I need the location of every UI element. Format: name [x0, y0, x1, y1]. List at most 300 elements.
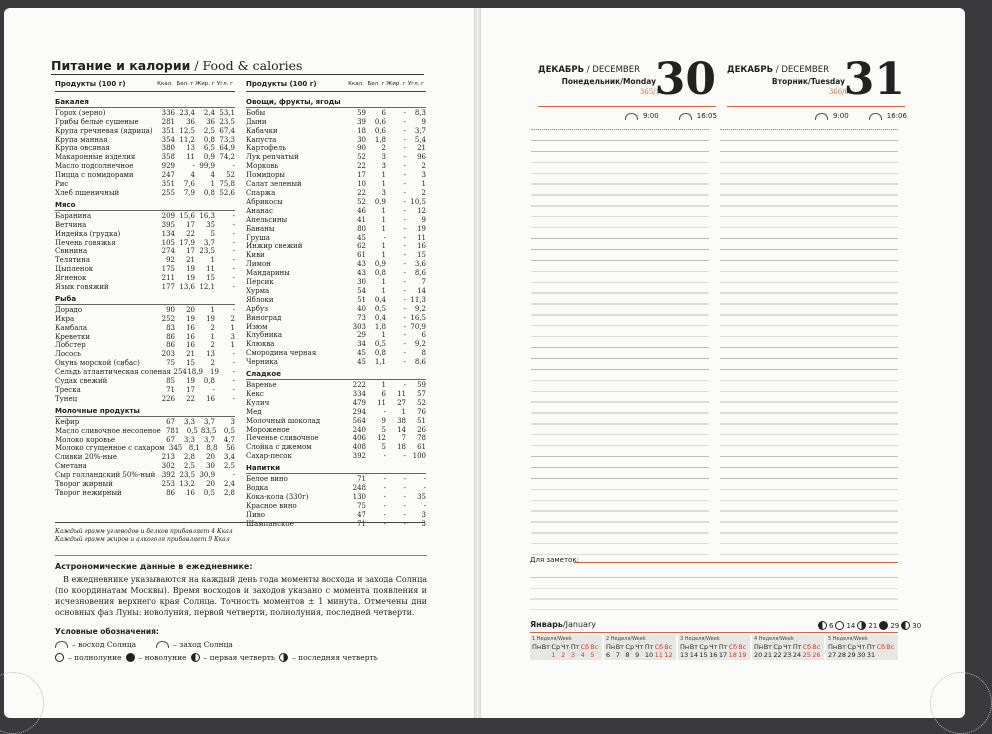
food-value: 354 [161, 135, 175, 144]
sun-times-31 [815, 112, 907, 120]
food-value: 7 [401, 434, 406, 443]
calendar-day[interactable]: 5 [590, 651, 595, 659]
food-value: - [403, 286, 406, 295]
food-value: - [403, 381, 406, 389]
table-row [55, 212, 235, 221]
food-value: 12,1 [199, 283, 215, 292]
food-value: - [232, 265, 235, 274]
food-value: 1 [381, 381, 386, 389]
calendar-day[interactable]: 12 [664, 651, 673, 659]
calendar-day[interactable]: 10 [644, 651, 654, 659]
food-value: 22 [357, 188, 366, 197]
food-value: 336 [161, 108, 175, 117]
food-value: 29 [357, 331, 366, 340]
food-value: 45 [357, 233, 366, 242]
phase-day: 21 [868, 621, 878, 630]
food-name: Кулич [246, 398, 270, 407]
food-value: 62 [357, 242, 366, 251]
food-value: - [403, 492, 406, 501]
table-header [55, 80, 235, 92]
calendar-day[interactable]: 20 [754, 651, 763, 659]
sunset-icon [156, 641, 169, 648]
food-name: Инжир свежий [246, 242, 303, 251]
food-value: 2,5 [183, 462, 195, 471]
food-name: Язык говяжий [55, 283, 109, 292]
food-value: 19 [186, 377, 195, 386]
calendar-day[interactable]: 7 [615, 651, 620, 659]
calendar-day[interactable] [877, 651, 887, 659]
food-value: 0,9 [374, 260, 386, 269]
food-value: 15 [186, 359, 195, 368]
food-value: 35 [417, 492, 426, 501]
table-row [246, 331, 426, 340]
food-value: - [403, 452, 406, 461]
food-value: - [403, 304, 406, 313]
food-value: 3 [381, 153, 386, 162]
table-row [246, 198, 426, 207]
food-value: 39 [357, 117, 366, 126]
food-value: - [403, 519, 406, 528]
calendar-day[interactable]: 11 [654, 651, 663, 659]
food-value: 73 [357, 313, 366, 322]
header-carb: Угл. г [407, 81, 425, 87]
food-name: Крупа гречневая (ядрица) [55, 126, 153, 135]
food-value: 70,9 [410, 322, 426, 331]
food-name: Баранина [55, 211, 92, 220]
food-value: - [383, 519, 386, 528]
food-value: 2 [381, 144, 386, 153]
food-name: Салат зеленый [246, 180, 302, 189]
food-value: 19 [206, 314, 215, 323]
food-name: Картофель [246, 144, 287, 153]
table-row [246, 127, 426, 136]
legend-sun [55, 639, 427, 650]
calendar-day[interactable]: 17 [718, 651, 728, 659]
food-value: 1 [401, 407, 406, 416]
table-row [55, 377, 235, 386]
food-value: 26 [417, 425, 426, 434]
book-gutter [474, 8, 481, 718]
food-value: 1 [381, 180, 386, 189]
calendar-day[interactable]: 15 [699, 651, 708, 659]
section-title: Мясо [55, 201, 235, 211]
food-value: 253 [161, 480, 175, 489]
food-name: Лобстер [55, 341, 86, 350]
food-value: 52 [226, 171, 235, 180]
food-value: 71 [166, 386, 175, 394]
food-value: - [403, 322, 406, 331]
food-value: 61 [417, 443, 426, 452]
food-value: 38 [397, 416, 406, 425]
food-value: 21 [186, 256, 195, 265]
food-value: 22 [357, 162, 366, 171]
food-name: Печенье сливочное [246, 434, 319, 443]
food-value: 47 [357, 510, 366, 519]
table-row [55, 256, 235, 265]
calendar-day[interactable]: 2 [561, 651, 566, 659]
sunset-time: 16:06 [886, 112, 907, 120]
food-value: 0,5 [374, 304, 386, 313]
section-title: Молочные продукты [55, 407, 235, 417]
food-value: 5 [381, 425, 386, 434]
food-value: 6 [421, 331, 426, 340]
food-name: Окунь морской (сибас) [55, 359, 140, 368]
calendar-day[interactable]: 29 [847, 651, 856, 659]
week-grid [680, 643, 748, 659]
food-name: Индейка (грудка) [55, 229, 121, 238]
title-rule [51, 74, 424, 75]
food-value: - [232, 394, 235, 403]
food-value: 0,9 [203, 153, 215, 162]
food-value: 281 [161, 117, 175, 126]
food-value: 23,5 [199, 247, 215, 256]
food-value: 20 [186, 305, 195, 314]
food-name: Сыр голландский 50%-ный [55, 471, 156, 480]
table-row [55, 239, 235, 248]
food-value: 0,6 [374, 117, 386, 126]
calendar-day[interactable] [532, 651, 542, 659]
day-header-31 [727, 55, 905, 107]
table-row [55, 386, 235, 395]
table-row [55, 230, 235, 239]
food-name: Макаронные изделия [55, 153, 136, 162]
food-value: 0,5 [374, 340, 386, 349]
calendar-day[interactable]: 1 [551, 651, 556, 659]
week-label: 2 Неделя/Week [606, 636, 646, 642]
calendar-day[interactable]: 23 [783, 651, 792, 659]
calendar-day[interactable]: 3 [570, 651, 575, 659]
table-row [246, 225, 426, 234]
food-name: Дорадо [55, 305, 83, 314]
food-name: Абрикосы [246, 197, 283, 206]
food-value: 17 [186, 220, 195, 229]
food-name: Икра [55, 314, 75, 323]
sunset-icon [679, 113, 692, 120]
food-value: 9 [421, 117, 426, 126]
day-30-writing-lines[interactable] [531, 129, 709, 555]
weekday-abbr: Чт [783, 643, 792, 651]
food-value: 1 [381, 242, 386, 251]
calendar-rule [530, 632, 898, 633]
table-row [246, 314, 426, 323]
food-value: 3 [381, 188, 386, 197]
table-row [246, 118, 426, 127]
food-value: 73,3 [219, 135, 235, 144]
calendar-day[interactable]: 22 [773, 651, 782, 659]
calendar-day[interactable] [542, 651, 552, 659]
weekday-abbr: Сб [728, 643, 738, 651]
food-value: 3,7 [203, 238, 215, 247]
food-value: 175 [161, 265, 175, 274]
calendar-day[interactable]: 26 [812, 651, 821, 659]
food-name: Кока-кола (330г) [246, 492, 309, 501]
food-value: 929 [161, 162, 175, 171]
phase-day: 14 [846, 621, 856, 630]
food-value: - [383, 407, 386, 416]
calendar-day[interactable]: 19 [738, 651, 747, 659]
food-value: 12 [417, 206, 426, 215]
food-value: 36 [186, 117, 195, 126]
food-value: 5 [381, 443, 386, 452]
food-name: Мандарины [246, 269, 290, 278]
legend-moon [55, 652, 427, 663]
notes-label: Для заметок: [530, 556, 579, 564]
food-value: - [403, 349, 406, 358]
food-value: 345 [168, 444, 183, 453]
food-value: 15 [417, 251, 426, 260]
calendar-day[interactable]: 31 [866, 651, 876, 659]
food-value: 30 [357, 278, 366, 287]
food-value: 3,7 [203, 435, 215, 444]
food-value: 8,8 [206, 444, 218, 453]
food-name: Творог нежирный [55, 488, 122, 497]
calendar-day[interactable]: 25 [802, 651, 811, 659]
table-row [246, 216, 426, 225]
food-name: Капуста [246, 135, 277, 144]
food-name: Масло сливочное несоленое [55, 426, 161, 435]
food-value: 3 [421, 519, 426, 528]
header-name: Продукты (100 г) [55, 80, 126, 88]
food-value: 23,5 [179, 471, 196, 480]
weekday-abbr: Чт [561, 643, 570, 651]
weekday-abbr: Чт [709, 643, 718, 651]
weekday-abbr: Пн [754, 643, 764, 651]
calendar-day[interactable]: 6 [606, 651, 611, 659]
food-value: - [232, 238, 235, 247]
week-grid [754, 643, 822, 659]
food-name: Масло подсолнечное [55, 162, 134, 171]
food-value: 3 [230, 332, 235, 341]
food-value: 52,6 [219, 188, 235, 197]
calendar-day[interactable]: 30 [857, 651, 866, 659]
table-row [55, 427, 235, 436]
table-row [246, 180, 426, 189]
weekday-abbr: Ср [551, 643, 561, 651]
week-grid [532, 643, 600, 659]
calendar-day[interactable]: 21 [763, 651, 772, 659]
section-title: Овощи, фрукты, ягоды [246, 98, 426, 108]
food-value: 92 [166, 256, 175, 265]
table-row [246, 144, 426, 153]
table-row [246, 381, 426, 390]
legend-new-label: – новолуние [138, 653, 187, 662]
food-value: 248 [352, 483, 366, 492]
calendar-day[interactable]: 14 [689, 651, 698, 659]
food-value: 0,4 [374, 313, 386, 322]
table-row [55, 489, 235, 498]
legend-first-label: – первая четверть [203, 653, 275, 662]
food-value: 16 [417, 242, 426, 251]
food-value: 203 [161, 350, 175, 359]
food-value: - [232, 305, 235, 314]
table-row [55, 306, 235, 315]
food-value: - [403, 180, 406, 189]
food-value: - [423, 483, 426, 492]
table-row [246, 443, 426, 452]
food-value: 8,3 [414, 108, 426, 117]
food-name: Бобы [246, 108, 266, 117]
food-value: 67 [166, 435, 175, 444]
food-name: Крупа манная [55, 135, 108, 144]
food-value: 209 [161, 211, 175, 220]
notes-writing-lines[interactable] [530, 567, 898, 611]
calendar-day[interactable]: 27 [828, 651, 837, 659]
food-name: Тунец [55, 394, 78, 403]
food-value: - [403, 126, 406, 135]
food-value: 3,3 [183, 435, 195, 444]
food-value: 2,8 [223, 488, 235, 497]
table-row [246, 287, 426, 296]
astronomy-title: Астрономические данные в ежедневнике: [55, 562, 253, 571]
first-quarter-icon [818, 621, 827, 630]
last-quarter-icon [857, 621, 866, 630]
food-name: Ягненок [55, 274, 87, 283]
food-value: 16,3 [199, 211, 215, 220]
table-row [246, 162, 426, 171]
food-value: 334 [352, 389, 366, 398]
calendar-day[interactable] [886, 651, 896, 659]
table-row [246, 323, 426, 332]
food-value: 14 [397, 425, 406, 434]
food-value: 2,5 [223, 462, 235, 471]
table-row [55, 436, 235, 445]
sun-times-30 [625, 112, 717, 120]
day-31-writing-lines[interactable] [720, 129, 898, 555]
food-value: - [403, 162, 406, 171]
day-count: 366/0 [828, 88, 849, 96]
calendar-week [826, 635, 898, 660]
food-name: Ветчина [55, 220, 87, 229]
food-name: Груша [246, 233, 270, 242]
food-value: 177 [161, 283, 175, 292]
food-value: 14 [417, 286, 426, 295]
food-value: 1 [210, 305, 215, 314]
sunrise-time: 9:00 [833, 112, 849, 120]
calendar-day[interactable]: 16 [709, 651, 718, 659]
food-value: 781 [165, 426, 180, 435]
table-row [55, 283, 235, 292]
food-value: - [232, 247, 235, 256]
food-value: 17 [186, 247, 195, 256]
food-value: 18 [357, 126, 366, 135]
food-value: - [403, 171, 406, 180]
food-value: 0,5 [223, 426, 236, 435]
calendar-day[interactable]: 24 [792, 651, 802, 659]
calendar-day[interactable]: 18 [728, 651, 737, 659]
food-name: Бананы [246, 224, 275, 233]
food-value: 52 [417, 398, 426, 407]
food-value: 20 [206, 453, 215, 462]
food-value: 3 [230, 417, 235, 426]
section-title: Сладкое [246, 370, 426, 380]
food-value: 1 [210, 256, 215, 265]
food-value: - [232, 368, 235, 377]
food-name: Сахар-песок [246, 452, 292, 461]
food-value: 1 [381, 171, 386, 180]
food-name: Свинина [55, 247, 88, 256]
calendar-day[interactable]: 9 [635, 651, 640, 659]
food-value: 75 [166, 359, 175, 368]
food-value: 1 [381, 286, 386, 295]
food-value: 1,8 [374, 322, 386, 331]
food-name: Креветки [55, 332, 91, 341]
weekday-abbr: Сб [876, 643, 886, 651]
food-name: Молоко сгущенное с сахаром [55, 444, 165, 453]
food-value: 1 [210, 180, 215, 189]
food-value: 71 [357, 519, 366, 528]
food-value: 5 [210, 229, 215, 238]
food-name: Слойка с джемом [246, 443, 312, 452]
food-value: 86 [166, 341, 175, 350]
table-row [55, 221, 235, 230]
food-value: 45 [357, 349, 366, 358]
food-value: 11,3 [410, 295, 426, 304]
food-value: - [403, 197, 406, 206]
food-value: 99,9 [199, 162, 215, 171]
table-row [55, 109, 235, 118]
astronomy-text: В ежедневнике указываются на каждый день года моменты восхода и захода Солнца (по координатам Москвы). Время восходов и заходов указано с момента появления и исчезновения верхнего края Солнца. Точность моментов ± 1 минута. Отмечены дни основных фаз Луны: новолуния, первой четверти, полнолуния, последней четверти. [55, 575, 427, 617]
weekday-abbr: Ср [699, 643, 709, 651]
food-value: 30 [357, 135, 366, 144]
food-name: Мороженое [246, 425, 290, 434]
header-fat: Жир. г [386, 81, 406, 87]
food-value: 0,8 [203, 135, 215, 144]
table-row [246, 234, 426, 243]
food-value: 3,7 [203, 417, 215, 426]
food-value: 12 [377, 434, 386, 443]
food-value: 53,1 [219, 108, 235, 117]
calendar-day[interactable]: 13 [680, 651, 689, 659]
food-value: - [403, 501, 406, 510]
food-name: Черника [246, 358, 278, 367]
food-value: 351 [161, 180, 175, 189]
food-name: Варенье [246, 381, 277, 389]
table-row [246, 109, 426, 118]
notes-rule [574, 562, 898, 563]
calendar-day[interactable]: 4 [580, 651, 585, 659]
calendar-day[interactable]: 8 [625, 651, 630, 659]
table-row [55, 333, 235, 342]
food-value: 17,9 [179, 238, 195, 247]
calendar-day[interactable]: 28 [837, 651, 846, 659]
food-value: - [232, 471, 235, 480]
food-value: 8,6 [414, 358, 426, 367]
food-value: - [403, 251, 406, 260]
weekday-abbr: Пн [606, 643, 616, 651]
food-value: 7,9 [183, 188, 195, 197]
food-value: 36 [206, 117, 215, 126]
food-value: 1 [230, 341, 235, 350]
table-row [246, 399, 426, 408]
food-value: - [403, 475, 406, 484]
food-value: - [403, 340, 406, 349]
table-row [246, 493, 426, 502]
food-value: - [232, 386, 235, 394]
food-name: Апельсины [246, 215, 288, 224]
food-value: 1 [381, 206, 386, 215]
food-value: 17 [186, 386, 195, 394]
weekday-abbr: Ср [773, 643, 783, 651]
food-name: Молоко коровье [55, 435, 116, 444]
legend-full-label: – полнолуние [68, 653, 122, 662]
food-value: 0,8 [374, 349, 386, 358]
food-value: 0,4 [374, 295, 386, 304]
food-value: 9,2 [414, 304, 426, 313]
phase-day: 6 [829, 621, 834, 630]
food-value: 21 [417, 144, 426, 153]
food-value: 90 [166, 305, 175, 314]
table-row [246, 358, 426, 367]
